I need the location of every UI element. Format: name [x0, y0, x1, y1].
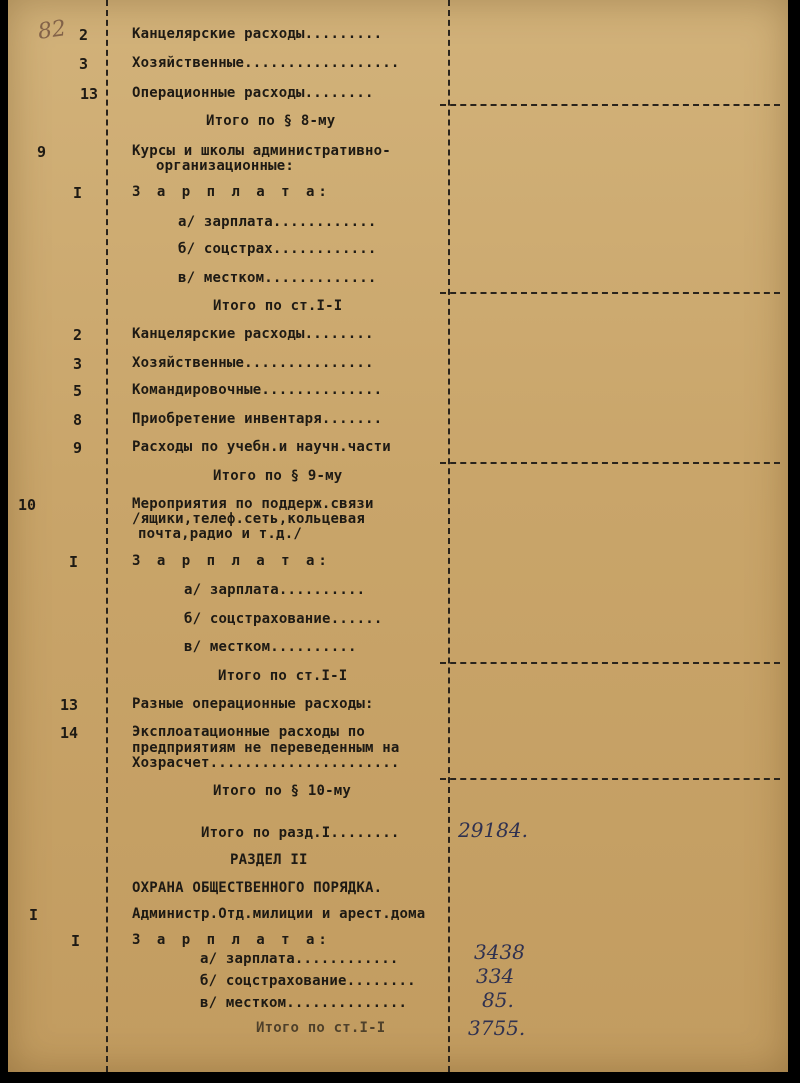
row-number: 3: [72, 355, 82, 373]
subtotal-line: Итого по ст.I-I: [218, 668, 348, 684]
line-item: а/ зарплата............: [200, 951, 399, 967]
row-number: 10: [17, 496, 36, 514]
section-heading: /ящики,телеф.сеть,кольцевая: [132, 511, 365, 527]
rule-line: [440, 778, 780, 780]
line-item: Разные операционные расходы:: [132, 696, 374, 712]
line-item: Хозрасчет......................: [132, 755, 400, 771]
corner-page-number: 82: [36, 16, 68, 45]
line-item: в/ местком..............: [200, 995, 408, 1011]
line-item: предприятиям не переведенным на: [132, 740, 400, 756]
row-number: I: [72, 184, 82, 202]
line-item: Командировочные..............: [132, 382, 383, 398]
salary-heading: З а р п л а т а:: [132, 553, 331, 569]
line-item: а/ зарплата..........: [184, 582, 366, 598]
row-number: 13: [59, 696, 78, 714]
row-number: 14: [59, 724, 78, 742]
line-item: Канцелярские расходы........: [132, 326, 374, 342]
line-item: б/ соцстрахование......: [184, 611, 383, 627]
row-number: 2: [78, 26, 88, 44]
row-number: 9: [36, 143, 46, 161]
subtotal-line: Итого по ст.I-I: [256, 1020, 386, 1036]
line-item: Канцелярские расходы.........: [132, 26, 383, 42]
line-item: Администр.Отд.милиции и арест.дома: [132, 906, 426, 922]
row-number: 13: [79, 85, 98, 103]
handwritten-article-total: 3755.: [468, 1016, 526, 1040]
salary-heading: З а р п л а т а:: [132, 932, 331, 948]
line-item: Эксплоатационные расходы по: [132, 724, 365, 740]
subtotal-line: Итого по ст.I-I: [213, 298, 343, 314]
section-subtitle: ОХРАНА ОБЩЕСТВЕННОГО ПОРЯДКА.: [132, 880, 383, 896]
line-item: б/ соцстрах............: [178, 241, 377, 257]
line-item: Хозяйственные..................: [132, 55, 400, 71]
handwritten-salary: 3438: [474, 940, 525, 964]
row-number: I: [28, 906, 38, 924]
rule-line: [440, 662, 780, 664]
rule-line: [440, 292, 780, 294]
document-page: [8, 0, 788, 1072]
handwritten-insurance: 334: [476, 964, 515, 988]
line-item: а/ зарплата............: [178, 214, 377, 230]
handwritten-local: 85.: [482, 988, 514, 1012]
section-heading: Курсы и школы административно-: [132, 143, 391, 159]
row-number: 3: [78, 55, 88, 73]
section-heading: организационные:: [156, 158, 295, 174]
salary-heading: З а р п л а т а:: [132, 184, 331, 200]
subtotal-line: Итого по § 9-му: [213, 468, 343, 484]
line-item: Хозяйственные...............: [132, 355, 374, 371]
section-total: Итого по разд.I........: [201, 825, 400, 841]
row-number: I: [68, 553, 78, 571]
section-heading: почта,радио и т.д./: [138, 526, 302, 542]
row-number: 8: [72, 411, 82, 429]
rule-line: [440, 462, 780, 464]
line-item: Операционные расходы........: [132, 85, 374, 101]
line-item: Приобретение инвентаря.......: [132, 411, 383, 427]
line-item: в/ местком.............: [178, 270, 377, 286]
section-heading: Мероприятия по поддерж.связи: [132, 496, 374, 512]
row-number: 5: [72, 382, 82, 400]
line-item: в/ местком..........: [184, 639, 357, 655]
row-number: 9: [72, 439, 82, 457]
subtotal-line: Итого по § 10-му: [213, 783, 352, 799]
rule-line: [440, 104, 780, 106]
right-column-rule: [448, 0, 450, 1072]
row-number: 2: [72, 326, 82, 344]
row-number: I: [70, 932, 80, 950]
handwritten-section-total: 29184.: [458, 818, 528, 842]
left-column-rule: [106, 0, 108, 1072]
subtotal-line: Итого по § 8-му: [206, 113, 336, 129]
line-item: б/ соцстрахование........: [200, 973, 416, 989]
line-item: Расходы по учебн.и научн.части: [132, 439, 391, 455]
section-title: РАЗДЕЛ II: [230, 852, 308, 868]
